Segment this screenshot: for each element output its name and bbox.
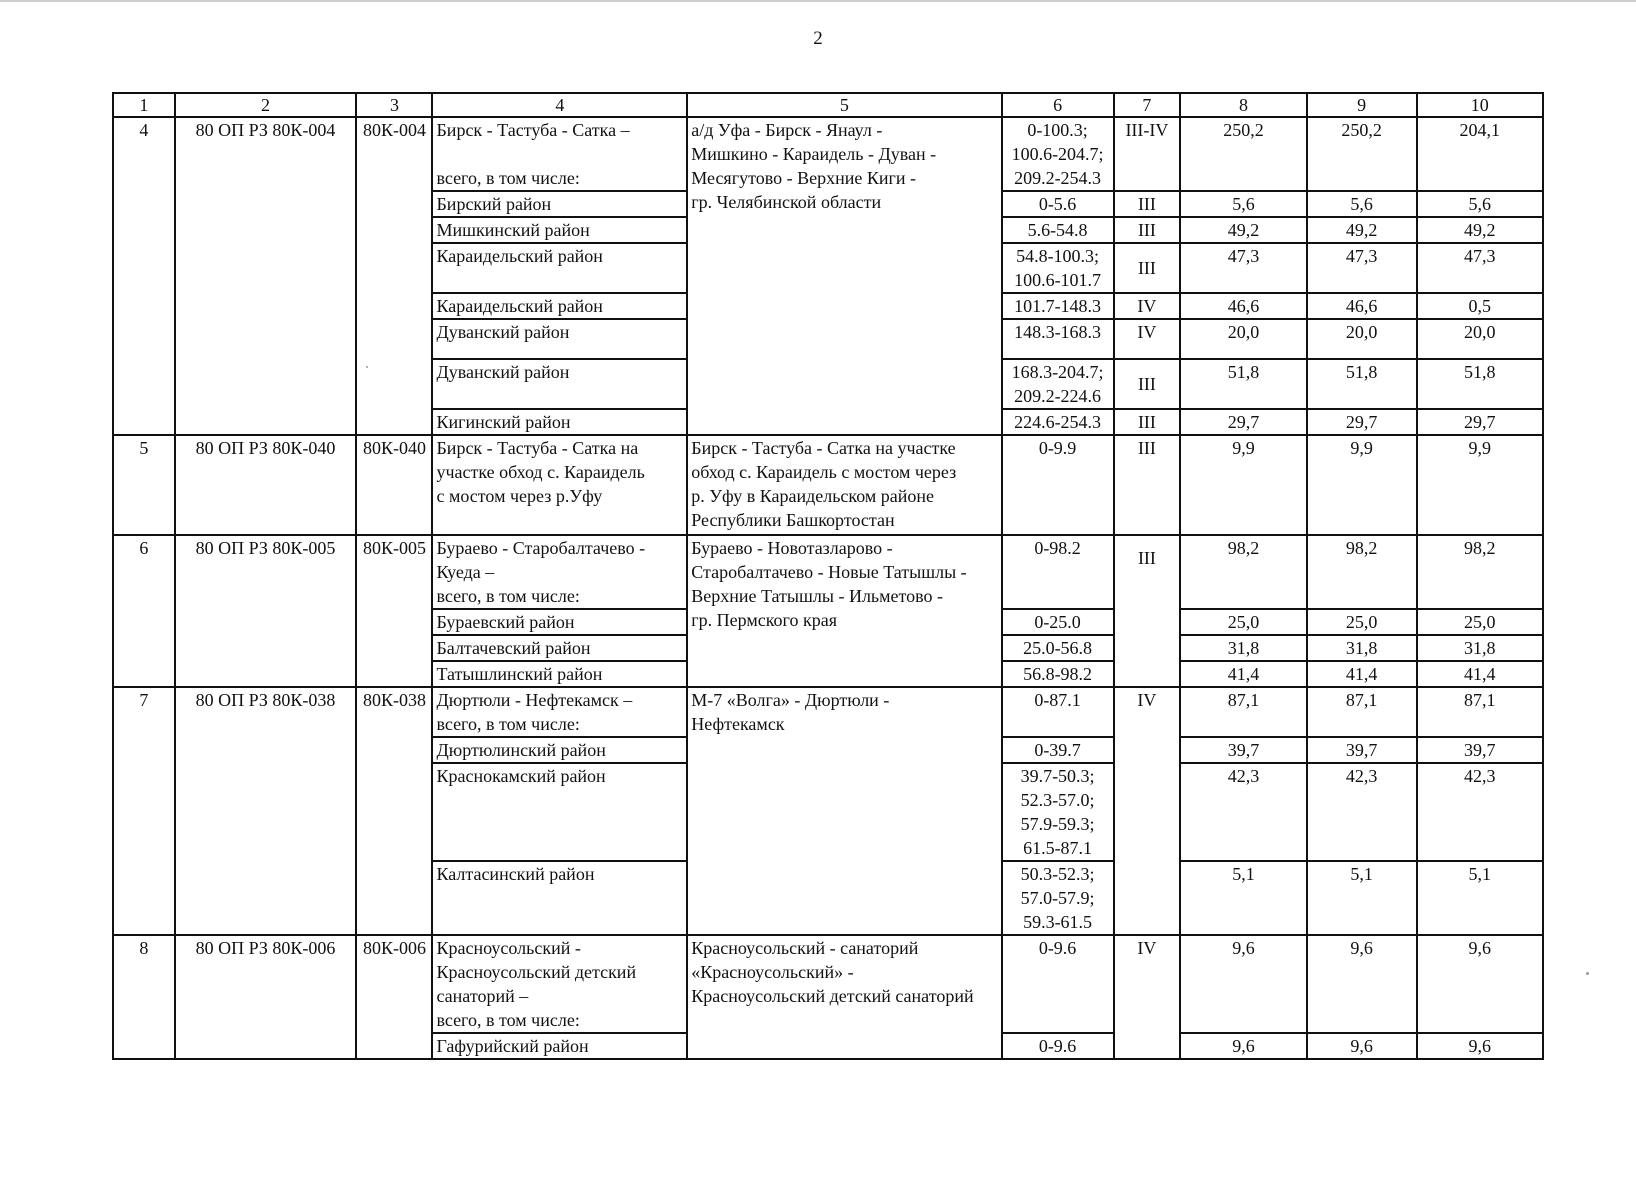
length-col9: 250,2 [1307, 117, 1417, 191]
district-name: Дюртюлинский район [432, 737, 687, 763]
length-col8: 9,6 [1180, 935, 1306, 1033]
district-col8: 29,7 [1180, 409, 1306, 435]
district-km: 56.8-98.2 [1002, 661, 1114, 687]
district-col10: 5,1 [1417, 861, 1543, 935]
length-col8: 98,2 [1180, 535, 1306, 609]
district-category: IV [1114, 319, 1181, 359]
road-reg-number: 80 ОП РЗ 80К-040 [175, 435, 357, 535]
district-km: 50.3-52.3; 57.0-57.9; 59.3-61.5 [1002, 861, 1114, 935]
district-col9: 9,6 [1307, 1033, 1417, 1059]
road-km: 0-9.6 [1002, 935, 1114, 1033]
district-category: III [1114, 243, 1181, 293]
road-code: 80К-006 [356, 935, 432, 1059]
road-route: М-7 «Волга» - Дюртюли - Нефтекамск [687, 687, 1001, 935]
district-col9: 46,6 [1307, 293, 1417, 319]
district-col8: 47,3 [1180, 243, 1306, 293]
col-header: 9 [1307, 93, 1417, 117]
district-col8: 39,7 [1180, 737, 1306, 763]
row-number: 4 [113, 117, 175, 435]
road-category: III [1114, 535, 1181, 687]
district-name: Караидельский район [432, 243, 687, 293]
district-category: III [1114, 409, 1181, 435]
district-col9: 42,3 [1307, 763, 1417, 861]
col-header: 2 [175, 93, 357, 117]
district-col10: 39,7 [1417, 737, 1543, 763]
scan-speck [1586, 972, 1589, 975]
district-col8: 31,8 [1180, 635, 1306, 661]
length-col10: 9,6 [1417, 935, 1543, 1033]
col-header: 10 [1417, 93, 1543, 117]
district-col8: 25,0 [1180, 609, 1306, 635]
length-col8: 250,2 [1180, 117, 1306, 191]
district-km: 0-39.7 [1002, 737, 1114, 763]
district-col10: 31,8 [1417, 635, 1543, 661]
district-km: 0-5.6 [1002, 191, 1114, 217]
district-col10: 5,6 [1417, 191, 1543, 217]
length-col10: 98,2 [1417, 535, 1543, 609]
district-km: 54.8-100.3; 100.6-101.7 [1002, 243, 1114, 293]
road-route: Бирск - Тастуба - Сатка на участке обход с. Караидель с мостом через р. Уфу в Караидельском районе Республики Башкортостан [687, 435, 1001, 535]
district-name: Калтасинский район [432, 861, 687, 935]
district-col10: 25,0 [1417, 609, 1543, 635]
col-header: 6 [1002, 93, 1114, 117]
district-col8: 46,6 [1180, 293, 1306, 319]
col-header: 5 [687, 93, 1001, 117]
road-route: Красноусольский - санаторий «Красноусольский» - Красноусольский детский санаторий [687, 935, 1001, 1059]
district-col10: 29,7 [1417, 409, 1543, 435]
district-name: Кигинский район [432, 409, 687, 435]
road-reg-number: 80 ОП РЗ 80К-004 [175, 117, 357, 435]
table-row [113, 687, 1543, 737]
district-col10: 51,8 [1417, 359, 1543, 409]
road-reg-number: 80 ОП РЗ 80К-006 [175, 935, 357, 1059]
road-km: 0-100.3; 100.6-204.7; 209.2-254.3 [1002, 117, 1114, 191]
district-col8: 9,6 [1180, 1033, 1306, 1059]
length-col9: 9,6 [1307, 935, 1417, 1033]
scan-top-edge [0, 0, 1636, 2]
district-col10: 0,5 [1417, 293, 1543, 319]
length-col8: 9,9 [1180, 435, 1306, 535]
district-km: 168.3-204.7; 209.2-224.6 [1002, 359, 1114, 409]
district-name: Караидельский район [432, 293, 687, 319]
district-col9: 5,1 [1307, 861, 1417, 935]
road-code: 80К-040 [356, 435, 432, 535]
district-col10: 9,6 [1417, 1033, 1543, 1059]
district-col9: 25,0 [1307, 609, 1417, 635]
district-name: Краснокамский район [432, 763, 687, 861]
column-number-row [113, 93, 1543, 117]
district-col9: 29,7 [1307, 409, 1417, 435]
length-col9: 87,1 [1307, 687, 1417, 737]
district-col9: 5,6 [1307, 191, 1417, 217]
district-name: Дуванский район [432, 319, 687, 359]
row-number: 6 [113, 535, 175, 687]
road-name: Дюртюли - Нефтекамск – всего, в том числе: [432, 687, 687, 737]
district-col10: 41,4 [1417, 661, 1543, 687]
district-col8: 41,4 [1180, 661, 1306, 687]
district-km: 25.0-56.8 [1002, 635, 1114, 661]
col-header: 3 [356, 93, 432, 117]
table-row [113, 935, 1543, 1033]
length-col10: 87,1 [1417, 687, 1543, 737]
col-header: 4 [432, 93, 687, 117]
road-reg-number: 80 ОП РЗ 80К-038 [175, 687, 357, 935]
col-header: 7 [1114, 93, 1181, 117]
table-row [113, 535, 1543, 609]
district-km: 0-9.6 [1002, 1033, 1114, 1059]
district-category: IV [1114, 293, 1181, 319]
scan-speck [366, 366, 368, 368]
roads-table [112, 92, 1544, 1060]
road-route: Бураево - Новотазларово - Старобалтачево - Новые Татышлы - Верхние Татышлы - Ильметово - гр. Пермского края [687, 535, 1001, 687]
district-km: 148.3-168.3 [1002, 319, 1114, 359]
district-name: Бураевский район [432, 609, 687, 635]
district-category: III [1114, 217, 1181, 243]
col-header: 8 [1180, 93, 1306, 117]
length-col10: 9,9 [1417, 435, 1543, 535]
road-code: 80К-038 [356, 687, 432, 935]
length-col8: 87,1 [1180, 687, 1306, 737]
col-header: 1 [113, 93, 175, 117]
row-number: 7 [113, 687, 175, 935]
road-km: 0-98.2 [1002, 535, 1114, 609]
length-col9: 9,9 [1307, 435, 1417, 535]
district-name: Татышлинский район [432, 661, 687, 687]
district-col8: 20,0 [1180, 319, 1306, 359]
road-code: 80К-004 [356, 117, 432, 435]
district-col10: 20,0 [1417, 319, 1543, 359]
district-name: Гафурийский район [432, 1033, 687, 1059]
district-category: III [1114, 191, 1181, 217]
road-code: 80К-005 [356, 535, 432, 687]
district-col9: 41,4 [1307, 661, 1417, 687]
district-km: 101.7-148.3 [1002, 293, 1114, 319]
district-col10: 49,2 [1417, 217, 1543, 243]
district-col9: 39,7 [1307, 737, 1417, 763]
road-category: III-IV [1114, 117, 1181, 191]
road-category: IV [1114, 935, 1181, 1059]
district-col8: 5,6 [1180, 191, 1306, 217]
district-col8: 5,1 [1180, 861, 1306, 935]
road-name: Бураево - Старобалтачево - Куеда – всего, в том числе: [432, 535, 687, 609]
table-row [113, 435, 1543, 535]
length-col9: 98,2 [1307, 535, 1417, 609]
district-col10: 47,3 [1417, 243, 1543, 293]
district-name: Бирский район [432, 191, 687, 217]
district-name: Мишкинский район [432, 217, 687, 243]
district-col8: 49,2 [1180, 217, 1306, 243]
road-reg-number: 80 ОП РЗ 80К-005 [175, 535, 357, 687]
district-km: 5.6-54.8 [1002, 217, 1114, 243]
district-col10: 42,3 [1417, 763, 1543, 861]
district-col8: 42,3 [1180, 763, 1306, 861]
road-category: III [1114, 435, 1181, 535]
district-km: 224.6-254.3 [1002, 409, 1114, 435]
table-row [113, 117, 1543, 191]
district-col9: 31,8 [1307, 635, 1417, 661]
road-name: Бирск - Тастуба - Сатка – всего, в том числе: [432, 117, 687, 191]
road-km: 0-9.9 [1002, 435, 1114, 535]
district-name: Балтачевский район [432, 635, 687, 661]
district-col9: 49,2 [1307, 217, 1417, 243]
district-category: III [1114, 359, 1181, 409]
district-col8: 51,8 [1180, 359, 1306, 409]
road-route: а/д Уфа - Бирск - Янаул - Мишкино - Караидель - Дуван - Месягутово - Верхние Киги - гр. Челябинской области [687, 117, 1001, 435]
district-km: 39.7-50.3; 52.3-57.0; 57.9-59.3; 61.5-87.1 [1002, 763, 1114, 861]
road-category: IV [1114, 687, 1181, 935]
district-km: 0-25.0 [1002, 609, 1114, 635]
road-km: 0-87.1 [1002, 687, 1114, 737]
length-col10: 204,1 [1417, 117, 1543, 191]
district-col9: 51,8 [1307, 359, 1417, 409]
road-name: Красноусольский - Красноусольский детский санаторий – всего, в том числе: [432, 935, 687, 1033]
district-col9: 20,0 [1307, 319, 1417, 359]
road-name: Бирск - Тастуба - Сатка на участке обход с. Караидель с мостом через р.Уфу [432, 435, 687, 535]
district-col9: 47,3 [1307, 243, 1417, 293]
page-number: 2 [813, 28, 823, 49]
row-number: 5 [113, 435, 175, 535]
district-name: Дуванский район [432, 359, 687, 409]
row-number: 8 [113, 935, 175, 1059]
